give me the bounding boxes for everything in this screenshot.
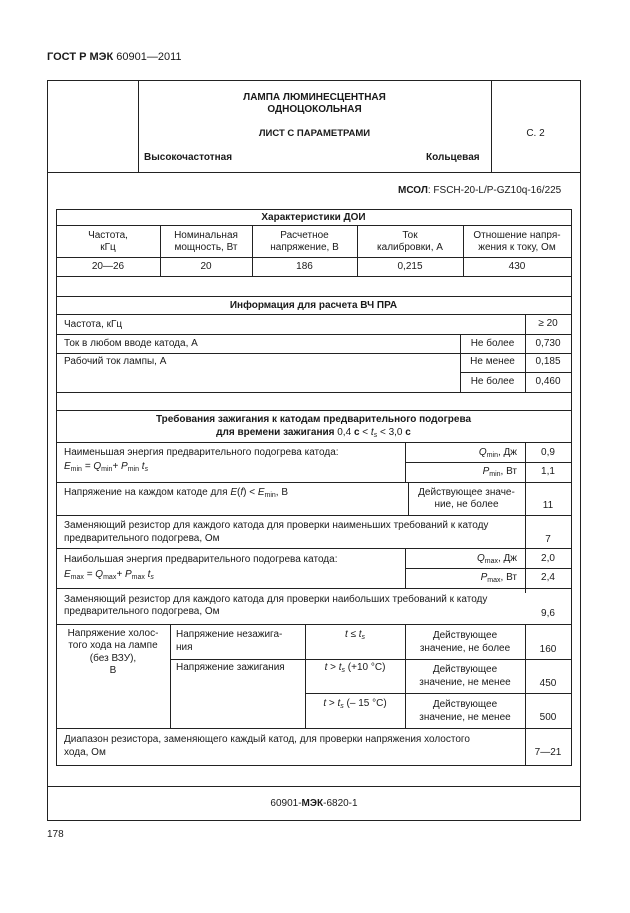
qmax-unit: , Дж <box>497 553 517 564</box>
doi-title-line <box>56 225 571 226</box>
pmax-unit: , Вт <box>500 572 517 583</box>
ocv-label-4: В <box>109 665 117 676</box>
resistor-min-label-2: предварительного подогрева, Ом <box>64 533 220 544</box>
hf-title-line <box>56 314 571 315</box>
hf-line-2 <box>56 353 571 354</box>
doi-header-ratio-2: жения к току, Ом <box>478 242 556 253</box>
ign-title-lt2: < 3,0 <box>379 427 403 438</box>
ocv-col-1 <box>170 624 171 728</box>
voltage-label-b: ( <box>236 487 241 498</box>
range-label-1: Диапазон резистора, заменяющего каждый катод, для проверки напряжения холостого <box>64 734 470 745</box>
voltage-value: 11 <box>542 500 554 511</box>
emin-p-sub: min <box>127 466 139 473</box>
pmin-param <box>405 466 517 478</box>
voltage-bottom-line <box>56 515 571 516</box>
footer-code <box>47 798 581 810</box>
voltage-cond-1: Действующее значе- <box>418 487 515 498</box>
emin-p: + P <box>112 461 128 472</box>
hf-line-1 <box>56 334 571 335</box>
cond-2 <box>305 662 405 674</box>
type-right-label: Кольцевая <box>426 152 480 163</box>
type-left-label: Высокочастотная <box>144 152 233 163</box>
emax-p: + P <box>116 569 132 580</box>
ign-title-line <box>56 442 571 443</box>
mcol-label: МСОЛ <box>398 185 428 196</box>
emax-q-sub: max <box>103 574 117 581</box>
hf-cathode-current-label: Ток в любом вводе катода, А <box>64 338 198 349</box>
emin-q-sub: min <box>101 466 113 473</box>
doi-bottom-line <box>56 276 571 277</box>
resistor-max-label-2: предварительного подогрева, Ом <box>64 606 220 617</box>
emax-formula <box>64 569 154 581</box>
hf-work-current-cond-min: Не менее <box>470 356 515 367</box>
emax-inner-line <box>405 568 571 569</box>
ign-title-s2: с <box>405 427 411 438</box>
cond-3-temp: (– 15 °С) <box>343 698 387 709</box>
frame-right <box>580 80 581 821</box>
voltage-label-d: , В <box>275 487 289 498</box>
mcol-designation <box>398 185 561 197</box>
title-bottom-line <box>47 172 581 173</box>
hf-title: Информация для расчета ВЧ ПРА <box>229 300 398 311</box>
title-divider-right <box>491 80 492 172</box>
hf-work-current-min: 0,185 <box>535 356 561 367</box>
non-ign-label-2: ния <box>176 642 193 653</box>
ign-title-s1: с <box>353 427 360 438</box>
resistor-min-value: 7 <box>545 534 551 545</box>
emax-p-sub: max <box>131 574 145 581</box>
qmax-param <box>405 553 517 565</box>
cond-2-ts-sub: s <box>341 667 346 674</box>
emax-q: = Q <box>83 569 104 580</box>
qmin-param <box>405 447 517 459</box>
val-cond-2-line1: Действующее <box>432 664 498 675</box>
cond-2-op: > <box>327 662 339 673</box>
cond-1-ts-sub: s <box>361 634 366 641</box>
ocv-value-2: 450 <box>539 678 557 689</box>
emin-bottom-line <box>56 482 571 483</box>
doi-header-frequency-2: кГц <box>100 242 116 253</box>
emax-e: E <box>64 569 71 580</box>
range-label-2: хода, Ом <box>64 747 106 758</box>
page-number: 178 <box>47 829 64 840</box>
doi-header-frequency-1: Частота, <box>88 230 128 241</box>
ocv-value-1: 160 <box>539 644 557 655</box>
ocv-line-2 <box>305 693 571 694</box>
ocv-label-1: Напряжение холос- <box>67 628 159 639</box>
table-bottom <box>56 765 572 766</box>
frame-top <box>47 80 581 81</box>
pmin-sub: min <box>489 471 501 478</box>
ign-title-tsub: s <box>373 432 378 439</box>
doi-value-frequency: 20—26 <box>91 261 125 272</box>
cond-3-ts-sub: s <box>340 703 344 710</box>
pmin-p: P <box>482 466 490 477</box>
resistor-min-label-1: Заменяющий резистор для каждого катода для проверки наименьших требований к катоду <box>64 520 489 531</box>
voltage-label-sub: min <box>264 492 276 499</box>
footer-code-a: 60901- <box>270 798 302 809</box>
val-cond-3-line2: значение, не менее <box>419 712 511 723</box>
doi-header-line <box>56 257 571 258</box>
doi-header-current-2: калибровки, А <box>377 242 443 253</box>
mcol-value: : FSCH-20-L/P-GZ10q-16/225 <box>427 185 562 196</box>
doi-header-voltage-2: напряжение, В <box>270 242 339 253</box>
emax-bottom-line <box>56 588 571 589</box>
voltage-label-f: f <box>240 487 244 498</box>
emin-e-sub: min <box>70 466 82 473</box>
ign-title-bold: для времени зажигания <box>216 427 335 438</box>
hf-frequency-label: Частота, кГц <box>64 319 123 330</box>
footer-top-line <box>47 786 581 787</box>
voltage-label-e2: E <box>257 487 265 498</box>
cond-2-ts: t <box>338 662 342 673</box>
non-ign-label-1: Напряжение незажига- <box>176 629 283 640</box>
doi-title: Характеристики ДОИ <box>261 212 366 223</box>
qmax-q: Q <box>476 553 485 564</box>
ign-title-line2 <box>56 427 571 439</box>
pmax-sub: max <box>487 577 501 584</box>
cond-3-ts: t <box>337 698 341 709</box>
footer-code-b: МЭК <box>301 798 324 809</box>
val-cond-2-line2: значение, не менее <box>419 677 511 688</box>
val-cond-1-line2: значение, не более <box>419 643 511 654</box>
emin-label: Наименьшая энергия предварительного подогрева катода: <box>64 447 339 458</box>
cond-1-ts: t <box>358 629 362 640</box>
qmax-value: 2,0 <box>541 553 555 564</box>
emin-q: = Q <box>81 461 102 472</box>
emax-t-sub: s <box>150 574 154 581</box>
resistor-max-bottom-line <box>56 624 571 625</box>
resistor-max-label-1: Заменяющий резистор для каждого катода для проверки наибольших требований к катоду <box>64 594 488 605</box>
doi-header-power-1: Номинальная <box>174 230 238 241</box>
standard-number: 60901—2011 <box>116 51 182 63</box>
hf-top-line <box>56 296 571 297</box>
doi-header-voltage-1: Расчетное <box>280 230 329 241</box>
doi-header-power-2: мощность, Вт <box>174 242 238 253</box>
doi-value-power: 20 <box>200 261 212 272</box>
document-header <box>47 51 182 63</box>
pmax-p: P <box>480 572 488 583</box>
ocv-label-3: (без ВЗУ), <box>89 653 137 664</box>
cond-2-temp: (+10 °С) <box>345 662 386 673</box>
ocv-value-3: 500 <box>539 712 557 723</box>
doi-header-current-1: Ток <box>402 230 418 241</box>
hf-work-current-label: Рабочий ток лампы, А <box>64 356 167 367</box>
emin-e: E <box>64 461 71 472</box>
doi-value-ratio: 430 <box>508 261 526 272</box>
hf-line-3 <box>460 372 571 373</box>
table-top <box>56 209 571 210</box>
hf-work-current-cond-max: Не более <box>470 376 515 387</box>
emin-formula <box>64 461 148 473</box>
page-ref: С. 2 <box>526 128 545 139</box>
emax-label: Наибольшая энергия предварительного подогрева катода: <box>64 554 338 565</box>
voltage-label <box>64 487 288 499</box>
ign-voltage-label: Напряжение зажигания <box>176 662 285 673</box>
ign-top-line <box>56 410 571 411</box>
ign-title-line1: Требования зажигания к катодам предварительного подогрева <box>155 414 472 425</box>
table-left <box>56 209 57 765</box>
pmin-value: 1,1 <box>541 466 555 477</box>
voltage-label-e: E <box>230 487 237 498</box>
ign-title-t: t <box>370 427 374 438</box>
footer-code-c: -6820-1 <box>323 798 358 809</box>
emin-t: t <box>139 461 145 472</box>
hf-line-4 <box>56 392 571 393</box>
resistor-max-value: 9,6 <box>541 608 555 619</box>
cond-1-op: ≤ <box>347 629 359 640</box>
hf-cathode-current-value: 0,730 <box>535 338 561 349</box>
ocv-line-1 <box>170 659 571 660</box>
qmin-unit: , Дж <box>497 447 517 458</box>
cond-3-op: > <box>326 698 338 709</box>
voltage-cond-2: ние, не более <box>434 499 499 510</box>
cond-2-t: t <box>324 662 328 673</box>
pmax-param <box>405 572 517 584</box>
pmax-value: 2,4 <box>541 572 555 583</box>
emin-t-sub: s <box>144 466 149 473</box>
hf-frequency-value: ≥ 20 <box>538 318 558 329</box>
qmax-sub: max <box>484 558 498 565</box>
frame-left <box>47 80 48 821</box>
doi-value-current: 0,215 <box>397 261 423 272</box>
hf-cathode-current-cond: Не более <box>470 338 515 349</box>
doi-value-voltage: 186 <box>296 261 313 272</box>
cond-1-t: t <box>344 629 348 640</box>
range-value: 7—21 <box>534 747 562 758</box>
cond-1 <box>305 629 405 641</box>
table-right <box>571 209 572 765</box>
ign-title-lt1: < <box>362 427 369 438</box>
val-cond-1-line1: Действующее <box>432 630 498 641</box>
doi-header-ratio-1: Отношение напря- <box>473 230 561 241</box>
hf-work-current-max: 0,460 <box>535 376 561 387</box>
emax-e-sub: max <box>70 574 84 581</box>
pmin-unit: , Вт <box>500 466 517 477</box>
emin-inner-line <box>405 462 571 463</box>
val-cond-3-line1: Действующее <box>432 699 498 710</box>
qmin-value: 0,9 <box>541 447 555 458</box>
qmin-sub: min <box>486 452 498 459</box>
ign-title-cond: 0,4 <box>337 427 352 438</box>
qmin-q: Q <box>478 447 487 458</box>
ign-value-col-upper <box>525 442 526 593</box>
emax-t: t <box>144 569 151 580</box>
standard-prefix: ГОСТ Р МЭК <box>47 51 114 63</box>
lamp-title-line1: ЛАМПА ЛЮМИНЕСЦЕНТНАЯ <box>243 92 386 103</box>
cond-3-t: t <box>323 698 327 709</box>
sheet-title: ЛИСТ С ПАРАМЕТРАМИ <box>258 128 371 139</box>
cond-3 <box>305 698 405 710</box>
lamp-title-line2: ОДНОЦОКОЛЬНАЯ <box>267 104 362 115</box>
frame-bottom <box>47 820 581 821</box>
voltage-label-c: ) < <box>243 487 258 498</box>
ocv-bottom-line <box>56 728 571 729</box>
resistor-min-bottom-line <box>56 548 571 549</box>
ocv-label-2: того хода на лампе <box>68 640 158 651</box>
voltage-label-a: Напряжение на каждом катоде для <box>64 487 231 498</box>
